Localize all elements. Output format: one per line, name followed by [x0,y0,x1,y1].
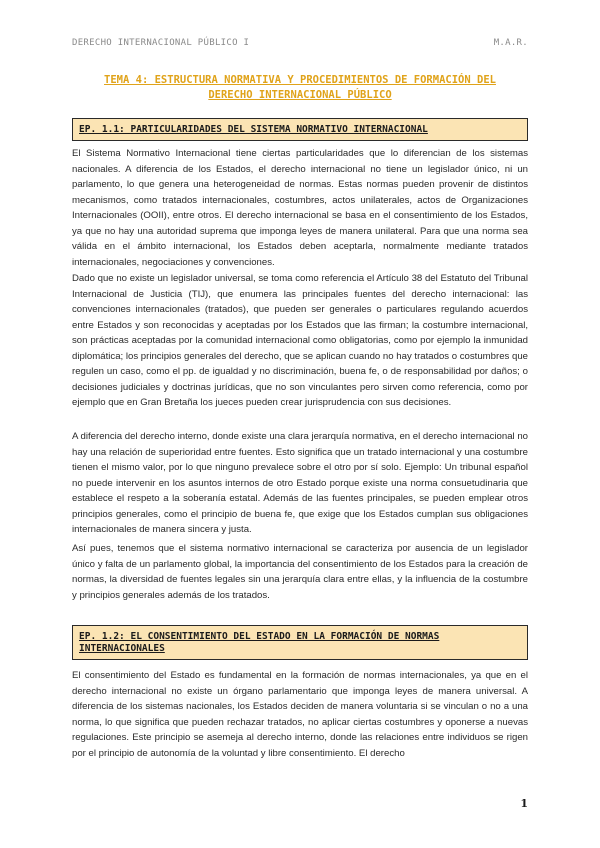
header-course: DERECHO INTERNACIONAL PÚBLICO I [72,38,250,48]
page-number: 1 [520,797,528,810]
title-line-1: TEMA 4: ESTRUCTURA NORMATIVA Y PROCEDIMIENTOS DE FORMACIÓN DEL [104,74,496,86]
paragraph: A diferencia del derecho interno, donde existe una clara jerarquía normativa, en el derecho internacional no hay una relación de superioridad entre fuentes. Esto significa que un tratado internacional y una costumbre tienen el mismo valor, por lo que ninguno prevalece sobre el otro por sí solo. Ejemplo: Un tribunal español no puede intervenir en los asuntos internos de otro Estado porque existe una norma consuetudinaria que establece el respeto a la soberanía estatal. Además de las fuentes principales, se pueden emplear otros principios generales, como el principio de buena fe, que exige que los Estados cumplan sus obligaciones internacionales de manera sincera y justa. [72,431,528,535]
paragraph: El Sistema Normativo Internacional tiene ciertas particularidades que lo diferencian de los sistemas nacionales. A diferencia de los Estados, el derecho internacional no tiene un legislador único, ni un parlamento, lo que genera una heterogeneidad de normas. Estas normas pueden provenir de distintos mecanismos, como tratados internacionales, costumbres, actos unilaterales, actos de Organizaciones Internacionales (OOII), entre otros. El derecho internacional se basa en el consentimiento de los Estados, ya que no hay una autoridad suprema que imponga leyes de manera unilateral. Para que una norma sea válida en el ámbito internacional, los Estados deben aceptarla, normalmente mediante tratados internacionales, negociaciones y convenciones. [72,148,528,268]
paragraph: El consentimiento del Estado es fundamental en la formación de normas internacionales, ya que en el derecho internacional no existe un órgano parlamentario que imponga leyes de manera universal. A diferencia de los sistemas nacionales, los Estados deciden de manera voluntaria si se vinculan o no a una norma, lo que significa que pueden rechazar tratados, no aplicar ciertas costumbres y oponerse a nuevas regulaciones. Este principio se asemeja al derecho interno, donde las relaciones entre individuos se rigen por el principio de autonomía de la voluntad y libre consentimiento. El derecho [72,670,528,759]
title-line-2: DERECHO INTERNACIONAL PÚBLICO [208,89,392,101]
header-author: M.A.R. [493,38,528,48]
running-header [72,38,528,52]
section-heading-1 [72,118,528,141]
paragraph: Así pues, tenemos que el sistema normativo internacional se caracteriza por ausencia de un legislador único y falta de un parlamento global, la importancia del consentimiento de los Estados para la creación de normas, la diversidad de fuentes legales sin una jerarquía clara entre ellas, y la influencia de la costumbre y principios generales además de los tratados. [72,543,528,601]
section-heading-1-text: EP. 1.1: PARTICULARIDADES DEL SISTEMA NORMATIVO INTERNACIONAL [79,124,428,135]
section-heading-2-text: EP. 1.2: EL CONSENTIMIENTO DEL ESTADO EN LA FORMACIÓN DE NORMAS INTERNACIONALES [79,631,440,654]
paragraph: Dado que no existe un legislador universal, se toma como referencia el Artículo 38 del Estatuto del Tribunal Internacional de Justicia (TIJ), que enumera las principales fuentes del derecho internacional: las convenciones internacionales (tratados), que pueden ser generales o particulares regulando acuerdos entre Estados y son reconocidas y aceptadas por los Estados que las firman; la costumbre internacional, son prácticas aceptadas por la comunidad internacional como obligatorias, como por ejemplo la inmunidad diplomática; los principios generales del derecho, que se aplican cuando no hay tratados o costumbres que regulen un caso, como el pp. de igualdad y no discriminación, buena fe, o de responsabilidad por daños; o decisiones judiciales y doctrinas jurídicas, que no son vinculantes pero sirven como referencia, como por ejemplo que en Gran Bretaña los jueces pueden crear jurisprudencia con sus decisiones. [72,273,528,408]
page-title [72,73,528,103]
section-heading-2 [72,625,528,660]
